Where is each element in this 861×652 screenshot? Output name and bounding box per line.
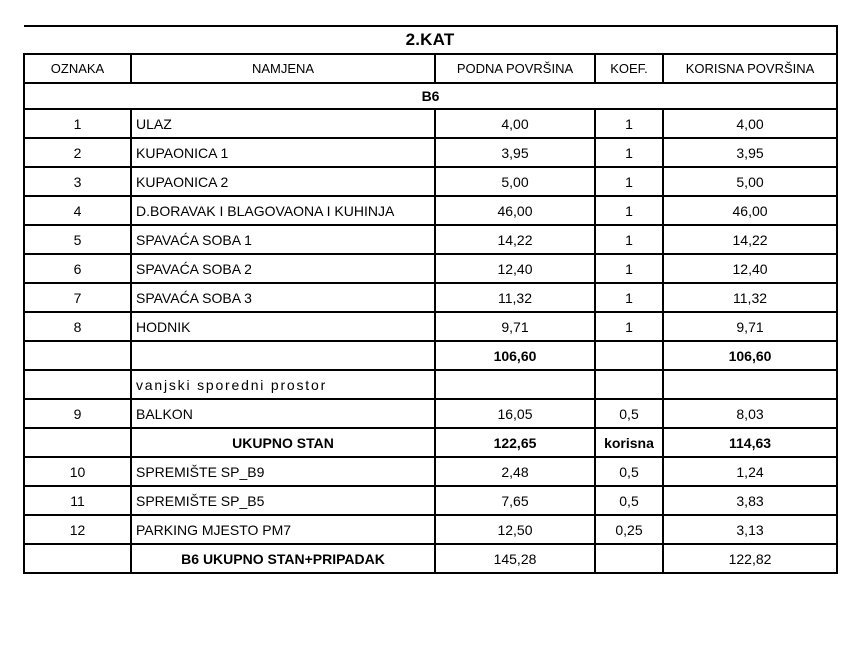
cell-korisna: 5,00	[663, 167, 837, 196]
table-row	[24, 312, 837, 341]
cell-podna: 14,22	[435, 225, 595, 254]
cell-korisna: 1,24	[663, 457, 837, 486]
cell-koef: 0,5	[595, 486, 663, 515]
cell-oznaka: 12	[24, 515, 131, 544]
cell-korisna: 114,63	[663, 428, 837, 457]
cell-korisna	[663, 370, 837, 399]
cell-koef: 1	[595, 109, 663, 138]
cell-namjena: SPREMIŠTE SP_B5	[131, 486, 435, 515]
cell-oznaka: 8	[24, 312, 131, 341]
cell-namjena: HODNIK	[131, 312, 435, 341]
cell-korisna: 3,95	[663, 138, 837, 167]
cell-oznaka	[24, 544, 131, 573]
cell-podna: 106,60	[435, 341, 595, 370]
table-row	[24, 196, 837, 225]
cell-koef: 0,5	[595, 457, 663, 486]
section-row	[24, 83, 837, 109]
table-row	[24, 515, 837, 544]
column-header-korisna-povrsina: KORISNA POVRŠINA	[663, 54, 837, 83]
cell-podna: 16,05	[435, 399, 595, 428]
cell-korisna: 11,32	[663, 283, 837, 312]
cell-oznaka: 10	[24, 457, 131, 486]
cell-koef: 1	[595, 138, 663, 167]
cell-podna: 11,32	[435, 283, 595, 312]
cell-koef: 0,25	[595, 515, 663, 544]
table-row	[24, 254, 837, 283]
cell-podna: 12,50	[435, 515, 595, 544]
table-row	[24, 283, 837, 312]
cell-namjena	[131, 341, 435, 370]
cell-namjena: BALKON	[131, 399, 435, 428]
cell-namjena: SPAVAĆA SOBA 2	[131, 254, 435, 283]
column-header-koef: KOEF.	[595, 54, 663, 83]
cell-oznaka	[24, 370, 131, 399]
cell-korisna: 12,40	[663, 254, 837, 283]
cell-korisna: 14,22	[663, 225, 837, 254]
cell-koef	[595, 341, 663, 370]
cell-namjena: SPREMIŠTE SP_B9	[131, 457, 435, 486]
column-header-podna-povrsina: PODNA POVRŠINA	[435, 54, 595, 83]
cell-koef: 1	[595, 283, 663, 312]
cell-oznaka: 3	[24, 167, 131, 196]
table-row	[24, 370, 837, 399]
cell-oznaka: 4	[24, 196, 131, 225]
cell-namjena: PARKING MJESTO PM7	[131, 515, 435, 544]
table-row	[24, 399, 837, 428]
cell-podna: 5,00	[435, 167, 595, 196]
cell-oznaka: 9	[24, 399, 131, 428]
column-header-oznaka: OZNAKA	[24, 54, 131, 83]
cell-podna: 122,65	[435, 428, 595, 457]
cell-podna	[435, 370, 595, 399]
cell-oznaka	[24, 341, 131, 370]
cell-oznaka: 7	[24, 283, 131, 312]
cell-korisna: 106,60	[663, 341, 837, 370]
cell-podna: 46,00	[435, 196, 595, 225]
table-row	[24, 544, 837, 573]
cell-korisna: 3,83	[663, 486, 837, 515]
cell-namjena: UKUPNO STAN	[131, 428, 435, 457]
table-row	[24, 109, 837, 138]
cell-namjena: D.BORAVAK I BLAGOVAONA I KUHINJA	[131, 196, 435, 225]
cell-koef	[595, 544, 663, 573]
page-title: 2.KAT	[24, 26, 837, 54]
table-row	[24, 167, 837, 196]
cell-namjena: SPAVAĆA SOBA 3	[131, 283, 435, 312]
cell-korisna: 9,71	[663, 312, 837, 341]
table-body	[24, 109, 837, 573]
cell-oznaka: 1	[24, 109, 131, 138]
cell-oznaka: 6	[24, 254, 131, 283]
cell-oznaka: 11	[24, 486, 131, 515]
cell-oznaka: 2	[24, 138, 131, 167]
cell-korisna: 122,82	[663, 544, 837, 573]
cell-koef: korisna	[595, 428, 663, 457]
column-header-namjena: NAMJENA	[131, 54, 435, 83]
area-table	[23, 25, 838, 574]
title-row	[24, 26, 837, 54]
cell-podna: 12,40	[435, 254, 595, 283]
cell-namjena: B6 UKUPNO STAN+PRIPADAK	[131, 544, 435, 573]
cell-koef: 1	[595, 196, 663, 225]
cell-namjena: ULAZ	[131, 109, 435, 138]
cell-podna: 2,48	[435, 457, 595, 486]
table-row	[24, 486, 837, 515]
cell-koef	[595, 370, 663, 399]
cell-koef: 1	[595, 254, 663, 283]
table-row	[24, 457, 837, 486]
cell-koef: 1	[595, 167, 663, 196]
cell-koef: 0,5	[595, 399, 663, 428]
cell-korisna: 4,00	[663, 109, 837, 138]
table-row	[24, 225, 837, 254]
cell-korisna: 8,03	[663, 399, 837, 428]
cell-koef: 1	[595, 225, 663, 254]
cell-podna: 4,00	[435, 109, 595, 138]
cell-oznaka	[24, 428, 131, 457]
cell-korisna: 3,13	[663, 515, 837, 544]
cell-namjena: SPAVAĆA SOBA 1	[131, 225, 435, 254]
table-row	[24, 428, 837, 457]
cell-podna: 145,28	[435, 544, 595, 573]
cell-namjena: vanjski sporedni prostor	[131, 370, 435, 399]
cell-korisna: 46,00	[663, 196, 837, 225]
cell-koef: 1	[595, 312, 663, 341]
table-row	[24, 341, 837, 370]
table-row	[24, 138, 837, 167]
header-row	[24, 54, 837, 83]
cell-namjena: KUPAONICA 2	[131, 167, 435, 196]
section-label: B6	[24, 83, 837, 109]
cell-oznaka: 5	[24, 225, 131, 254]
cell-podna: 7,65	[435, 486, 595, 515]
cell-podna: 9,71	[435, 312, 595, 341]
cell-podna: 3,95	[435, 138, 595, 167]
cell-namjena: KUPAONICA 1	[131, 138, 435, 167]
